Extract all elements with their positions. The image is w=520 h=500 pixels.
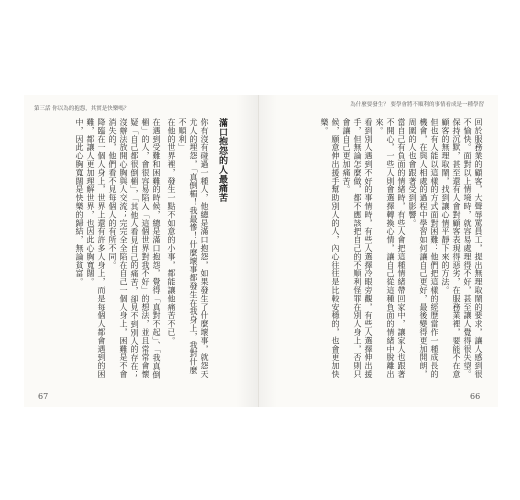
right-paragraph-1: 回於服務業的顧客，大聲辱罵員工，提出無理取鬧的要求，讓人感到很不愉快。面對以上情境時，就容易處理得不好，甚至讓人覺得很失望。 <box>463 118 483 379</box>
left-running-header: 第三話 你以為的抱怨，其實是快樂嗎？ <box>34 106 130 112</box>
left-paragraph-5: 中，因此心胸寬闊是快樂的歸結，無論貧富。 <box>75 118 84 286</box>
right-paragraph-6: 候，願意伸出援手幫助別人的人，內心往往是比較安穩的，也會更加快樂。 <box>320 118 340 379</box>
gutter-shadow-right <box>259 95 277 407</box>
right-paragraph-5: 看到別人遇到不好的事情時，有些人選擇冷眼旁觀，有些人選擇伸出援手，但無論怎麼做，都不應該把自己的不順利怪罪在別人身上，否則只會讓自己更加痛苦。 <box>342 118 373 379</box>
right-page-number: 66 <box>470 392 481 401</box>
right-paragraph-2: 保持沉默，甚至還有人會對顧客表現得惡劣，在服務業裡，要能不在意顧客的無理取鬧，找到讓心情平靜下來的方法。 <box>441 118 461 379</box>
left-page-number: 67 <box>38 392 49 401</box>
left-paragraph-1: 你有沒有碰過一種人，他總是滿口抱怨，如果發生了什麼壞事，就怨天尤人的埋怨，「真倒楣！我最慘！什麼壞事都發生在我身上，我對什麼不順利」 <box>178 118 209 379</box>
right-paragraph-4: 當自己有負面的情緒時，有些人會把這種情緒帶回家中，讓家人也跟著不開心，一些人則會選擇轉換心情，讓自己從這種負面的情緒中脫離出來。 <box>375 118 406 379</box>
left-page-body <box>74 118 228 380</box>
left-paragraph-4: 降臨在一個人身上，世界上還有許多人身上，而是每個人都會遇到的困難，都讓人更加理解世界，也因此心胸寬闊。 <box>86 118 106 379</box>
gutter-shadow-left <box>236 95 258 407</box>
page-fold <box>258 95 259 407</box>
left-paragraph-3: 在遇到受難和困難的時候，總是滿口抱怨，覺得「真對不起」、「我真倒楣」的人，會很容易陷入「這個世界對我不好」的想法，並且常常會懷疑「自己都很倒楣」，「其他人看見自己的痛苦，卻見不到別人的存在；沒辦法放開心胸與人交流；完完全全陷在自己一個人身上，困難是不會消失的，他們看不見每個人的有所不同。 <box>108 118 161 379</box>
right-running-header: 為什麼要發生？ 要學會將不順利的事情看成是一種學習 <box>350 102 484 108</box>
left-paragraph-2: 在他的世界裡，發生一點不如意的小事，都能讓他痛苦不已。 <box>167 118 176 345</box>
right-page-body <box>319 118 484 380</box>
right-paragraph-3: 但也有人能以這樣的方式面對困難：他們把這樣的經歷當作一種成長的機會，在與人相處的過程中學習如何讓自己更好，最後變得更加開朗，周圍的人也會跟著受到影響。 <box>408 118 439 379</box>
section-heading: 滿口抱怨的人最痛苦 <box>217 118 227 203</box>
